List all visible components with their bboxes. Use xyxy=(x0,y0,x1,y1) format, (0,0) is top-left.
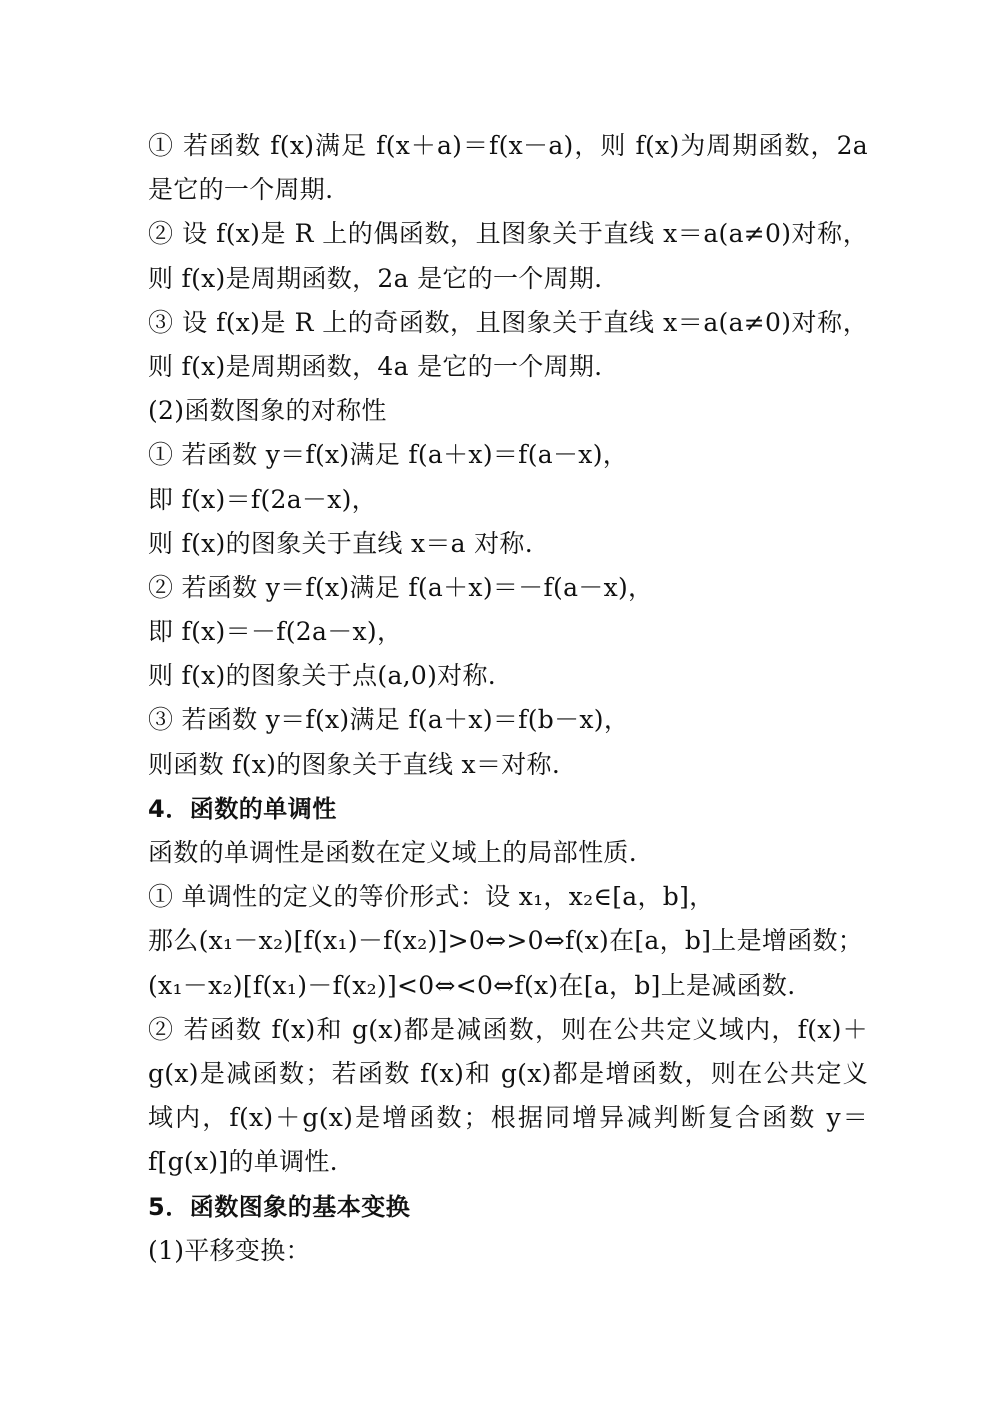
document-page xyxy=(148,124,868,1273)
section-heading: 4．函数的单调性 xyxy=(148,794,337,823)
section-heading: 5．函数图象的基本变换 xyxy=(148,1192,411,1221)
text-line: 则 f(x)是周期函数，4a 是它的一个周期. xyxy=(148,351,603,381)
text-line: ① 若函数 f(x)满足 f(x＋a)＝f(x－a)，则 f(x)为周期函数，2a xyxy=(148,131,868,160)
text-line: 即 f(x)＝－f(2a－x)， xyxy=(148,617,403,647)
text-line: ③ 若函数 y＝f(x)满足 f(a＋x)＝f(b－x)， xyxy=(148,705,630,735)
text-line: ① 单调性的定义的等价形式：设 x₁，x₂∈[a，b]， xyxy=(148,882,715,912)
text-line: 函数的单调性是函数在定义域上的局部性质. xyxy=(148,838,637,867)
text-line: (1)平移变换： xyxy=(148,1235,311,1265)
text-line: ② 若函数 f(x)和 g(x)都是减函数，则在公共定义域内，f(x)＋ xyxy=(148,1014,868,1044)
text-line: 域内，f(x)＋g(x)是增函数；根据同增异减判断复合函数 y＝ xyxy=(148,1103,868,1133)
text-line: ③ 设 f(x)是 R 上的奇函数，且图象关于直线 x＝a(a≠0)对称， xyxy=(148,307,868,337)
text-line: f[g(x)]的单调性. xyxy=(148,1147,338,1177)
text-line: g(x)是减函数；若函数 f(x)和 g(x)都是增函数，则在公共定义 xyxy=(148,1058,868,1088)
text-line: 即 f(x)＝f(2a－x)， xyxy=(148,484,377,514)
text-line: ② 设 f(x)是 R 上的偶函数，且图象关于直线 x＝a(a≠0)对称， xyxy=(148,219,868,249)
text-line: 那么(x₁－x₂)[f(x₁)－f(x₂)]>0⇔>0⇔f(x)在[a，b]上是增函数； xyxy=(148,926,864,956)
text-line: 则 f(x)是周期函数，2a 是它的一个周期. xyxy=(148,263,603,293)
text-line: ② 若函数 y＝f(x)满足 f(a＋x)＝－f(a－x)， xyxy=(148,572,654,602)
text-line: 是它的一个周期. xyxy=(148,175,334,205)
text-line: (x₁－x₂)[f(x₁)－f(x₂)]<0⇔<0⇔f(x)在[a，b]上是减函数. xyxy=(148,970,796,1000)
text-line: 则 f(x)的图象关于直线 x＝a 对称. xyxy=(148,528,533,558)
text-line: 则 f(x)的图象关于点(a,0)对称. xyxy=(148,661,497,691)
text-line: ① 若函数 y＝f(x)满足 f(a＋x)＝f(a－x)， xyxy=(148,440,629,470)
text-line: (2)函数图象的对称性 xyxy=(148,396,387,426)
text-line: 则函数 f(x)的图象关于直线 x＝对称. xyxy=(148,749,561,779)
